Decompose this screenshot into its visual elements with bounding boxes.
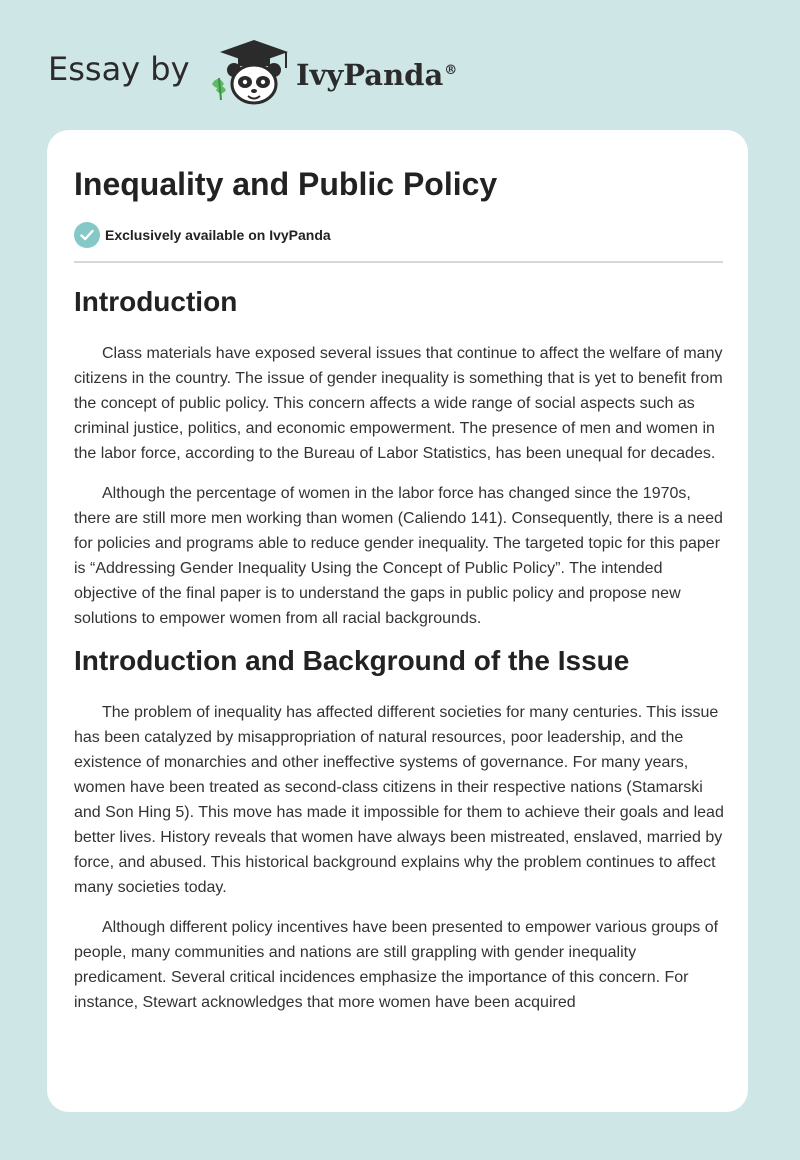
paragraph: Although different policy incentives have been presented to empower various groups of people, many communities and nations are still grappling with gender inequality predicament. Several critical incidences emphasize the importance of this concern. For instance, Stewart acknowledges that more women have been acquired <box>74 919 719 1011</box>
essay-card <box>47 130 748 1112</box>
paragraph: The problem of inequality has affected different societies for many centuries. This issue has been catalyzed by misappropriation of natural resources, poor leadership, and the existence of monarchies and other ineffective systems of governance. For many years, women have been treated as second-class citizens in their respective nations (Stamarski and Son Hing 5). This move has made it impossible for them to achieve their goals and lead better lives. History reveals that women have always been mistreated, enslaved, married by force, and abused. This historical background explains why the problem continues to affect many societies today. <box>74 704 724 896</box>
exclusive-label: Exclusively available on IvyPanda <box>105 227 331 243</box>
check-circle-icon <box>74 222 100 248</box>
section-heading: Introduction and Background of the Issue <box>74 645 630 676</box>
panda-logo-icon[interactable] <box>202 38 292 108</box>
essay-body <box>74 280 724 1015</box>
site-header <box>48 38 508 108</box>
paragraph: Class materials have exposed several issues that continue to affect the welfare of many citizens in the country. The issue of gender inequality is something that is yet to benefit from the concept of public policy. This concern affects a wide range of social aspects such as criminal justice, politics, and economic empowerment. The presence of men and women in the labor force, according to the Bureau of Labor Statistics, has been unequal for decades. <box>74 345 723 462</box>
registered-mark: ® <box>444 63 458 79</box>
brand-name[interactable]: IvyPanda® <box>296 58 458 92</box>
page-title: Inequality and Public Policy <box>74 166 498 202</box>
paragraph: Although the percentage of women in the labor force has changed since the 1970s, there are still more men working than women (Caliendo 141). Consequently, there is a need for policies and programs able to reduce gender inequality. The targeted topic for this paper is “Addressing Gender Inequality Using the Concept of Public Policy”. The intended objective of the final paper is to understand the gaps in public policy and propose new solutions to empower women from all racial backgrounds. <box>74 485 723 627</box>
section-heading: Introduction <box>74 286 238 317</box>
exclusive-badge <box>74 222 331 248</box>
essay-by-label: Essay by <box>48 50 190 88</box>
divider <box>74 261 723 263</box>
